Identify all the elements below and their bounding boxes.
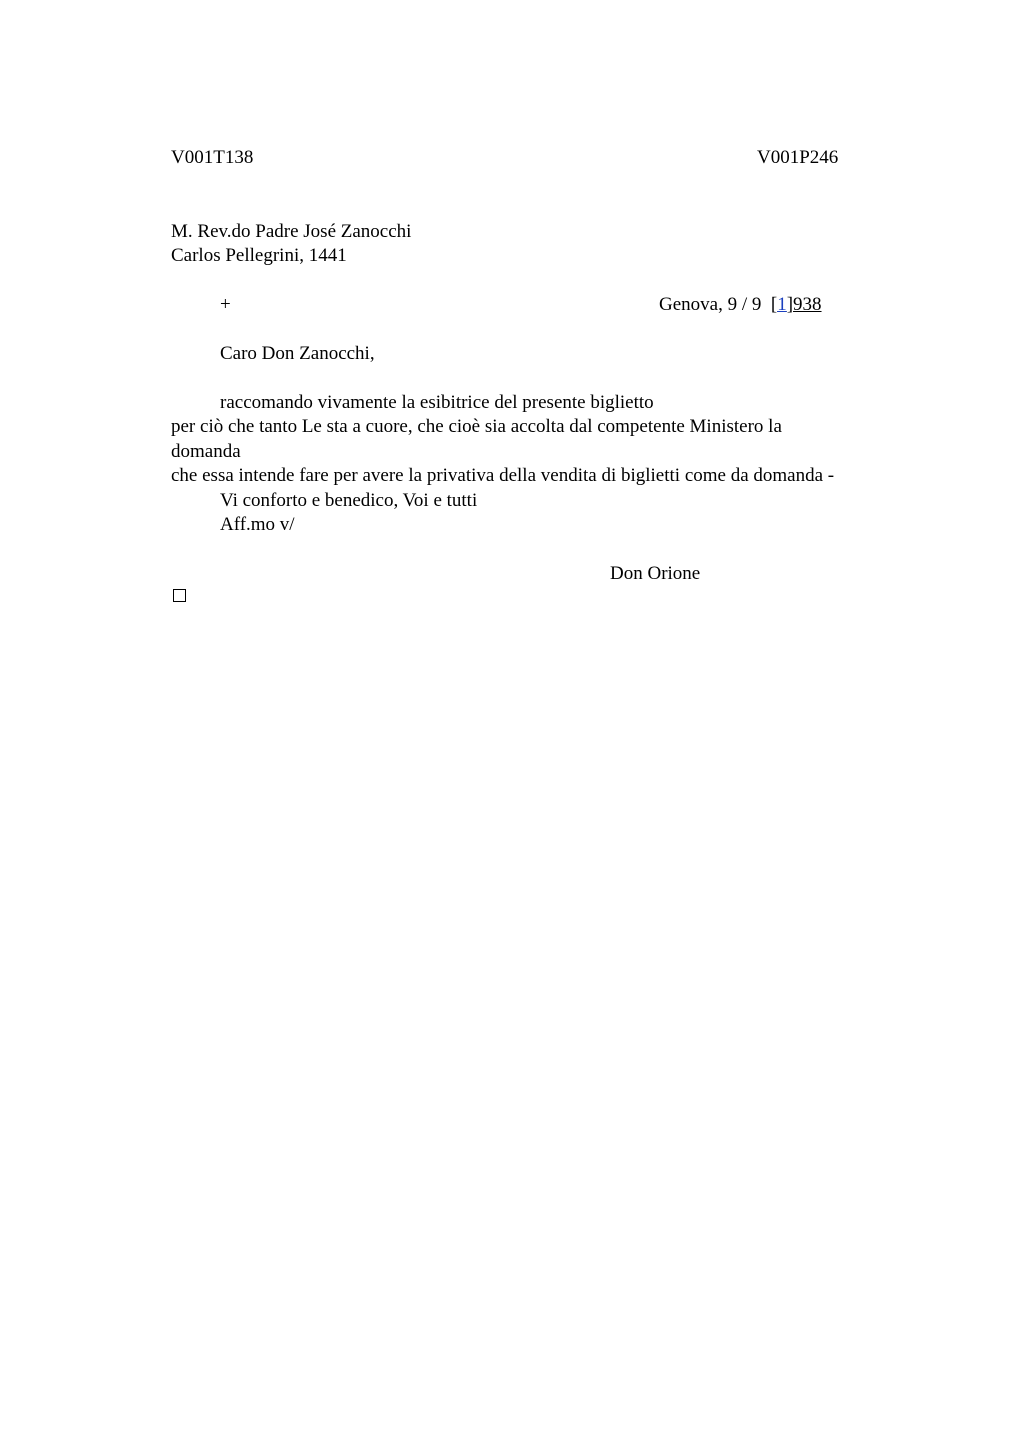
address-line-2: Carlos Pellegrini, 1441 <box>171 245 347 266</box>
footnote-link[interactable]: 1 <box>777 294 787 315</box>
closing: Aff.mo v/ <box>220 514 295 535</box>
header-left-code: V001T138 <box>171 147 254 168</box>
cross-symbol: + <box>220 294 231 315</box>
header-right-code: V001P246 <box>757 147 839 168</box>
body-line-1: raccomando vivamente la esibitrice del presente biglietto <box>220 392 654 413</box>
body-line-2: per ciò che tanto Le sta a cuore, che cioè sia accolta dal competente Ministero la <box>171 416 782 437</box>
bracket-open: [ <box>770 294 778 315</box>
body-line-5: Vi conforto e benedico, Voi e tutti <box>220 490 478 511</box>
place-date: Genova, 9 / 9 <box>659 294 762 315</box>
body-line-3: domanda <box>171 441 241 462</box>
square-marker-icon <box>173 589 186 602</box>
year-suffix: 938 <box>793 294 822 315</box>
bracket-close: ] <box>786 294 794 315</box>
date-bracket-ref <box>771 294 822 315</box>
signature: Don Orione <box>610 563 701 584</box>
body-line-4: che essa intende fare per avere la privativa della vendita di biglietti come da domanda - <box>171 465 835 486</box>
dateline <box>659 293 822 317</box>
address-line-1: M. Rev.do Padre José Zanocchi <box>171 221 412 242</box>
salutation: Caro Don Zanocchi, <box>220 343 375 364</box>
